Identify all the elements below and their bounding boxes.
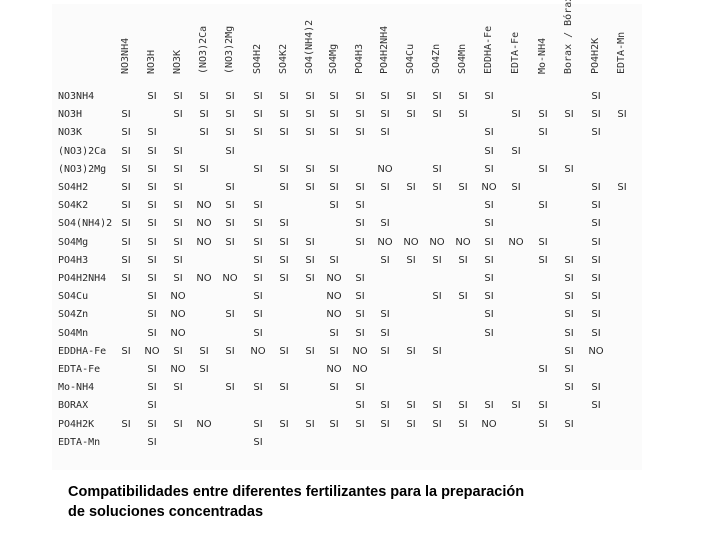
table-cell: SI — [305, 109, 315, 121]
column-header — [304, 54, 315, 74]
table-cell: SI — [199, 345, 209, 357]
column-header — [616, 54, 627, 74]
table-cell: SI — [355, 182, 365, 193]
column-header — [224, 54, 235, 74]
column-header — [483, 54, 494, 74]
table-cell: SI — [147, 218, 157, 230]
table-cell: SI — [380, 327, 390, 339]
table-cell: SI — [147, 127, 157, 139]
table-cell: SI — [458, 254, 468, 266]
table-cell: SI — [511, 109, 521, 121]
table-cell: NO — [481, 182, 497, 193]
table-cell: SI — [591, 182, 601, 193]
column-header: SO4H2 — [252, 43, 263, 74]
table-cell: NO — [196, 218, 212, 230]
table-cell: SI — [329, 200, 339, 212]
table-cell: SI — [225, 236, 235, 248]
table-cell: SI — [253, 163, 263, 175]
table-cell: SI — [329, 163, 339, 175]
table-cell: SI — [253, 309, 263, 321]
table-cell: SI — [406, 345, 416, 357]
table-cell: SI — [380, 91, 390, 102]
table-cell: SI — [253, 273, 263, 284]
table-cell: SI — [591, 327, 601, 339]
table-cell: SI — [538, 200, 548, 212]
table-cell: SI — [432, 254, 442, 266]
table-cell: SI — [458, 182, 468, 193]
table-cell: NO — [144, 345, 160, 357]
table-cell: SI — [406, 182, 416, 193]
table-cell: SI — [538, 364, 548, 375]
table-cell: SI — [253, 200, 263, 212]
table-cell: SI — [564, 364, 574, 375]
table-cell: SI — [406, 400, 416, 412]
table-cell: SI — [564, 418, 574, 430]
table-cell: SI — [173, 91, 183, 102]
table-cell: SI — [253, 382, 263, 394]
table-cell: SI — [121, 200, 131, 212]
row-label: EDTA-Mn — [58, 436, 101, 448]
table-cell: SI — [147, 236, 157, 248]
table-cell: SI — [147, 400, 157, 412]
table-cell: SI — [279, 127, 289, 139]
table-cell: SI — [591, 309, 601, 321]
row-label: Mo-NH4 — [58, 382, 95, 394]
row-label: NO3NH4 — [58, 91, 95, 102]
table-cell: SI — [484, 145, 494, 157]
table-cell: SI — [484, 327, 494, 339]
table-cell: SI — [617, 182, 627, 193]
table-cell: SI — [225, 145, 235, 157]
row-label: SO4(NH4)2 — [58, 218, 113, 230]
table-cell: SI — [253, 236, 263, 248]
column-header: NO3K — [172, 49, 183, 74]
table-cell: SI — [147, 436, 157, 448]
table-cell: SI — [591, 200, 601, 212]
row-label: PO4H2K — [58, 418, 95, 430]
table-cell: SI — [173, 382, 183, 394]
table-cell: SI — [253, 91, 263, 102]
table-cell: NO — [196, 200, 212, 212]
table-cell: NO — [170, 327, 186, 339]
table-cell: SI — [591, 400, 601, 412]
table-cell: SI — [484, 127, 494, 139]
table-cell: SI — [538, 163, 548, 175]
column-header: NO3H — [146, 49, 157, 74]
table-cell: SI — [511, 400, 521, 412]
table-cell: SI — [225, 91, 235, 102]
row-label: NO3K — [58, 127, 83, 139]
caption-line-2: de soluciones concentradas — [68, 504, 264, 520]
row-label: PO4H3 — [58, 254, 89, 266]
table-cell: SI — [225, 200, 235, 212]
table-cell: SI — [279, 254, 289, 266]
table-cell: SI — [305, 127, 315, 139]
table-cell: SI — [380, 127, 390, 139]
table-cell: SI — [121, 109, 131, 121]
table-cell: SI — [591, 109, 601, 121]
table-cell: SI — [355, 309, 365, 321]
table-cell: SI — [173, 418, 183, 430]
table-cell: SI — [458, 109, 468, 121]
table-cell: SI — [355, 91, 365, 102]
table-cell: NO — [170, 309, 186, 321]
row-label: BORAX — [58, 400, 89, 412]
table-cell: SI — [329, 254, 339, 266]
table-cell: SI — [511, 145, 521, 157]
table-cell: SI — [225, 127, 235, 139]
row-label: (NO3)2Mg — [58, 163, 107, 175]
table-cell: NO — [196, 418, 212, 430]
table-cell: SI — [355, 273, 365, 284]
table-cell: NO — [326, 291, 342, 303]
table-cell: SI — [538, 236, 548, 248]
table-cell: SI — [199, 127, 209, 139]
table-cell: SI — [564, 309, 574, 321]
table-cell: NO — [455, 236, 471, 248]
table-cell: NO — [170, 291, 186, 303]
row-label: SO4Mg — [58, 236, 89, 248]
column-header: SO4Zn — [431, 43, 442, 74]
table-cell: SI — [380, 182, 390, 193]
table-cell: SI — [253, 127, 263, 139]
table-cell: SI — [380, 345, 390, 357]
table-cell: SI — [147, 382, 157, 394]
table-cell: NO — [588, 345, 604, 357]
table-cell: SI — [329, 91, 339, 102]
table-cell: NO — [326, 273, 342, 284]
table-cell: NO — [326, 364, 342, 375]
row-label: EDDHA-Fe — [58, 345, 107, 357]
table-cell: SI — [432, 109, 442, 121]
table-cell: SI — [458, 91, 468, 102]
table-cell: SI — [147, 364, 157, 375]
table-cell: SI — [432, 345, 442, 357]
column-header — [563, 54, 574, 74]
table-cell: SI — [253, 418, 263, 430]
column-header: NO3NH4 — [120, 37, 131, 74]
table-cell: SI — [253, 109, 263, 121]
table-cell: SI — [121, 127, 131, 139]
table-cell: SI — [380, 254, 390, 266]
table-cell: SI — [279, 163, 289, 175]
table-cell: SI — [305, 182, 315, 193]
table-cell: SI — [147, 309, 157, 321]
table-cell: SI — [147, 418, 157, 430]
table-cell: SI — [305, 345, 315, 357]
table-cell: SI — [121, 345, 131, 357]
table-cell: SI — [279, 91, 289, 102]
table-cell: SI — [355, 382, 365, 394]
table-cell: SI — [432, 400, 442, 412]
table-cell: SI — [329, 127, 339, 139]
table-cell: SI — [484, 254, 494, 266]
table-cell: SI — [225, 218, 235, 230]
table-cell: SI — [121, 236, 131, 248]
table-cell: SI — [305, 418, 315, 430]
table-cell: SI — [147, 91, 157, 102]
table-cell: SI — [355, 127, 365, 139]
table-cell: SI — [355, 109, 365, 121]
table-cell: NO — [429, 236, 445, 248]
table-cell: SI — [355, 218, 365, 230]
table-cell: SI — [484, 91, 494, 102]
row-label: SO4Cu — [58, 291, 89, 303]
table-cell: SI — [147, 163, 157, 175]
table-cell: SI — [279, 418, 289, 430]
table-cell: SI — [147, 254, 157, 266]
table-cell: SI — [121, 273, 131, 284]
table-cell: NO — [508, 236, 524, 248]
table-cell: SI — [173, 236, 183, 248]
table-cell: SI — [355, 291, 365, 303]
table-cell: SI — [355, 327, 365, 339]
table-cell: NO — [196, 236, 212, 248]
table-cell: SI — [199, 163, 209, 175]
column-header: SO4K2 — [278, 43, 289, 74]
table-cell: SI — [279, 345, 289, 357]
table-cell: SI — [591, 218, 601, 230]
table-cell: SI — [279, 273, 289, 284]
table-cell: NO — [250, 345, 266, 357]
table-cell: SI — [121, 182, 131, 193]
table-cell: SI — [147, 145, 157, 157]
table-cell: SI — [329, 109, 339, 121]
table-cell: SI — [253, 254, 263, 266]
table-cell: SI — [432, 91, 442, 102]
table-cell: SI — [253, 291, 263, 303]
table-cell: SI — [305, 163, 315, 175]
table-cell: SI — [329, 345, 339, 357]
row-label: SO4Mn — [58, 327, 89, 339]
table-cell: SI — [199, 109, 209, 121]
table-cell: SI — [591, 273, 601, 284]
row-label: SO4H2 — [58, 182, 89, 193]
table-cell: SI — [305, 236, 315, 248]
table-cell: SI — [617, 109, 627, 121]
table-cell: NO — [326, 309, 342, 321]
table-cell: SI — [173, 254, 183, 266]
table-cell: SI — [173, 273, 183, 284]
table-cell: SI — [173, 218, 183, 230]
table-cell: NO — [352, 364, 368, 375]
table-cell: NO — [352, 345, 368, 357]
table-cell: SI — [355, 236, 365, 248]
table-cell: SI — [253, 436, 263, 448]
table-cell: SI — [253, 218, 263, 230]
table-cell: NO — [196, 273, 212, 284]
column-header: SO4Mn — [457, 43, 468, 74]
table-cell: SI — [564, 345, 574, 357]
table-cell: SI — [329, 182, 339, 193]
table-cell: SI — [355, 418, 365, 430]
table-cell: SI — [121, 163, 131, 175]
table-cell: SI — [173, 182, 183, 193]
table-cell: SI — [538, 418, 548, 430]
column-header — [510, 54, 521, 74]
table-cell: SI — [484, 218, 494, 230]
table-cell: SI — [380, 218, 390, 230]
table-cell: SI — [121, 418, 131, 430]
table-cell: SI — [591, 127, 601, 139]
table-cell: SI — [432, 291, 442, 303]
table-cell: SI — [406, 418, 416, 430]
table-cell: SI — [225, 109, 235, 121]
table-cell: SI — [564, 254, 574, 266]
table-cell: NO — [377, 236, 393, 248]
row-label: (NO3)2Ca — [58, 145, 107, 157]
table-cell: SI — [147, 200, 157, 212]
table-cell: SI — [121, 218, 131, 230]
table-cell: SI — [484, 273, 494, 284]
table-cell: SI — [564, 327, 574, 339]
row-label: NO3H — [58, 109, 83, 121]
table-cell: SI — [406, 91, 416, 102]
table-cell: SI — [173, 145, 183, 157]
table-cell: SI — [591, 91, 601, 102]
table-cell: SI — [355, 200, 365, 212]
caption-line-1: Compatibilidades entre diferentes fertilizantes para la preparación — [68, 484, 525, 500]
table-cell: SI — [538, 254, 548, 266]
table-cell: SI — [538, 127, 548, 139]
table-cell: SI — [199, 91, 209, 102]
table-cell: SI — [225, 382, 235, 394]
table-cell: SI — [173, 163, 183, 175]
table-cell: SI — [305, 273, 315, 284]
table-cell: SI — [591, 382, 601, 394]
table-cell: SI — [484, 291, 494, 303]
row-label: SO4Zn — [58, 309, 89, 321]
table-cell: SI — [355, 400, 365, 412]
table-cell: SI — [484, 236, 494, 248]
table-cell: SI — [591, 236, 601, 248]
table-cell: SI — [564, 273, 574, 284]
table-cell: SI — [406, 109, 416, 121]
table-cell: SI — [380, 400, 390, 412]
column-header — [379, 54, 390, 74]
row-label: SO4K2 — [58, 200, 89, 212]
column-header: PO4H2K — [590, 37, 601, 74]
table-cell: SI — [432, 182, 442, 193]
table-cell: SI — [121, 145, 131, 157]
table-cell: SI — [564, 382, 574, 394]
table-cell: SI — [305, 91, 315, 102]
table-cell: SI — [458, 400, 468, 412]
table-cell: SI — [380, 418, 390, 430]
table-cell: SI — [538, 109, 548, 121]
table-cell: SI — [279, 236, 289, 248]
table-cell: SI — [147, 273, 157, 284]
table-cell: SI — [458, 291, 468, 303]
table-cell: SI — [511, 182, 521, 193]
table-cell: SI — [329, 418, 339, 430]
table-cell: SI — [484, 163, 494, 175]
table-cell: SI — [305, 254, 315, 266]
table-cell: SI — [225, 345, 235, 357]
table-cell: SI — [538, 400, 548, 412]
row-label: EDTA-Fe — [58, 364, 101, 375]
table-cell: SI — [121, 254, 131, 266]
table-cell: SI — [147, 182, 157, 193]
table-cell: NO — [377, 163, 393, 175]
table-cell: SI — [484, 400, 494, 412]
column-header — [198, 54, 209, 74]
table-cell: SI — [564, 291, 574, 303]
table-cell: SI — [225, 182, 235, 193]
figure-caption — [68, 482, 658, 522]
table-cell: SI — [225, 309, 235, 321]
table-cell: SI — [380, 109, 390, 121]
table-cell: SI — [173, 200, 183, 212]
table-cell: SI — [406, 254, 416, 266]
table-cell: SI — [147, 327, 157, 339]
table-cell: SI — [484, 200, 494, 212]
table-cell: SI — [458, 418, 468, 430]
table-cell: SI — [432, 418, 442, 430]
table-cell: SI — [279, 382, 289, 394]
table-cell: SI — [279, 109, 289, 121]
table-cell: NO — [170, 364, 186, 375]
table-cell: SI — [564, 109, 574, 121]
table-cell: SI — [591, 291, 601, 303]
table-cell: SI — [147, 291, 157, 303]
column-header: PO4H3 — [354, 43, 365, 74]
table-cell: SI — [173, 345, 183, 357]
column-header: Mo-NH4 — [537, 37, 548, 74]
table-cell: SI — [173, 109, 183, 121]
table-cell: SI — [564, 163, 574, 175]
table-cell: NO — [403, 236, 419, 248]
table-cell: SI — [484, 309, 494, 321]
row-label: PO4H2NH4 — [58, 273, 107, 284]
table-cell: SI — [591, 254, 601, 266]
table-cell: SI — [279, 218, 289, 230]
table-cell: SI — [253, 327, 263, 339]
table-cell: SI — [279, 182, 289, 193]
table-cell: SI — [329, 327, 339, 339]
column-header: SO4Cu — [405, 43, 416, 74]
table-cell: SI — [199, 364, 209, 375]
table-cell: NO — [222, 273, 238, 284]
table-cell: NO — [481, 418, 497, 430]
table-cell: SI — [380, 309, 390, 321]
column-header: SO4Mg — [328, 43, 339, 74]
table-cell: SI — [329, 382, 339, 394]
table-cell: SI — [432, 163, 442, 175]
